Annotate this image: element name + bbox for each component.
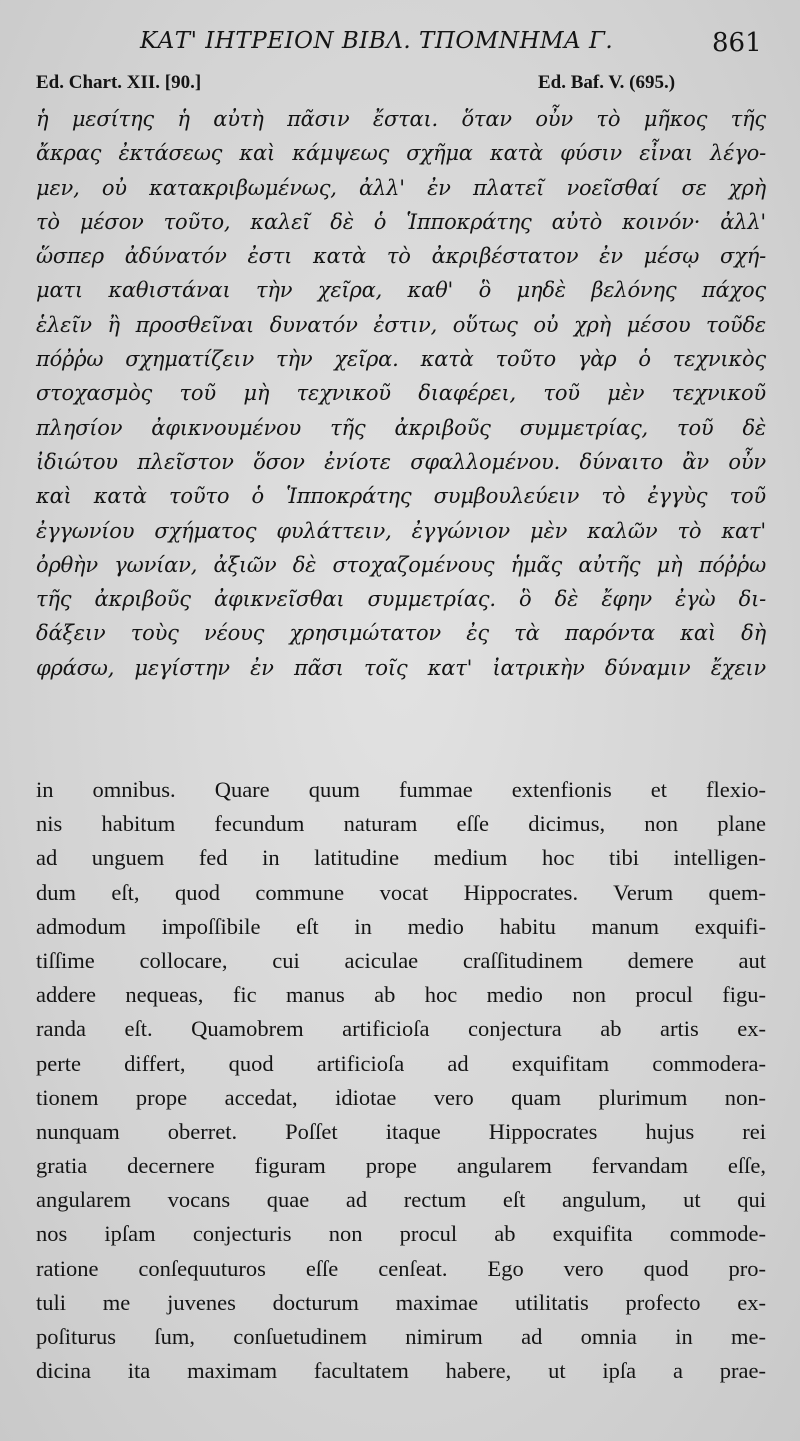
greek-line: καὶ κατὰ τοῦτο ὁ Ἱπποκράτης συμβουλεύειν τὸ ἐγγὺς τοῦ [36,484,766,509]
latin-line: tuli me juvenes docturum maximae utilitatis profecto ex- [36,1289,766,1315]
latin-text-block [36,773,766,1388]
latin-line: perte differt, quod artificioſa ad exquifitam commodera- [36,1050,766,1076]
greek-line: στοχασμὸς τοῦ μὴ τεχνικοῦ διαφέρει, τοῦ μὲν τεχνικοῦ [36,381,766,406]
greek-line: ἰδιώτου πλεῖστον ὅσον ἐνίοτε σφαλλομένου. δύναιτο ἂν οὖν [36,449,766,474]
edition-reference-right: Ed. Baf. V. (695.) [538,72,676,93]
edition-reference-left: Ed. Chart. XII. [90.] [36,72,202,93]
latin-line: addere nequeas, fic manus ab hoc medio non procul figu- [36,982,766,1008]
latin-line: nos ipſam conjecturis non procul ab exquifita commode- [36,1221,766,1247]
greek-line: τῆς ἀκριβοῦς ἀφικνεῖσθαι συμμετρίας. ὃ δὲ ἔφην ἐγὼ δι- [36,587,766,612]
greek-text-block [36,102,766,685]
latin-line: angularem vocans quae ad rectum eſt angulum, ut qui [36,1187,766,1213]
greek-line: πλησίον ἀφικνουμένου τῆς ἀκριβοῦς συμμετρίας, τοῦ δὲ [36,415,766,440]
latin-line: ad unguem fed in latitudine medium hoc tibi intelligen- [36,845,766,871]
greek-line: πόῤῥω σχηματίζειν τὴν χεῖρα. κατὰ τοῦτο γὰρ ὁ τεχνικὸς [36,347,766,372]
latin-line: nis habitum fecundum naturam eſſe dicimus, non plane [36,811,766,837]
greek-line: ὀρθὴν γωνίαν, ἀξιῶν δὲ στοχαζομένους ἡμᾶς αὐτῆς μὴ πόῤῥω [36,552,766,577]
greek-line: φράσω, μεγίστην ἐν πᾶσι τοῖς κατ' ἰατρικὴν δύναμιν ἔχειν [36,655,766,680]
latin-line: dicina ita maximam facultatem habere, ut ipſa a prae- [36,1358,766,1384]
latin-line: gratia decernere figuram prope angularem fervandam eſſe, [36,1153,766,1179]
greek-line: ἑλεῖν ἢ προσθεῖναι δυνατόν ἐστιν, οὕτως οὐ χρὴ μέσου τοῦδε [36,312,766,337]
latin-line: nunquam oberret. Poſſet itaque Hippocrates hujus rei [36,1118,766,1144]
latin-line: admodum impoſſibile eſt in medio habitu manum exquifi- [36,913,766,939]
latin-line: in omnibus. Quare quum fummae extenfionis et flexio- [36,777,766,802]
latin-line: dum eſt, quod commune vocat Hippocrates. Verum quem- [36,879,766,905]
latin-line: tiſſime collocare, cui aciculae craſſitudinem demere aut [36,947,766,973]
greek-line: τὸ μέσον τοῦτο, καλεῖ δὲ ὁ Ἱπποκράτης αὐτὸ κοινόν· ἀλλ' [36,209,766,234]
running-head: ΚΑΤ' ΙΗΤΡΕΙΟΝ ΒΙΒΛ. ΤΠΟΜΝΗΜΑ Γ. [140,28,614,54]
greek-line: ἡ μεσίτης ἡ αὐτὴ πᾶσιν ἔσται. ὅταν οὖν τὸ μῆκος τῆς [36,107,766,131]
page-number: 861 [712,28,762,58]
greek-line: ματι καθιστάναι τὴν χεῖρα, καθ' ὃ μηδὲ βελόνης πάχος [36,278,766,303]
greek-line: ὥσπερ ἀδύνατόν ἐστι κατὰ τὸ ἀκριβέστατον ἐν μέσῳ σχή- [36,244,766,269]
greek-line: ἐγγωνίου σχήματος φυλάττειν, ἐγγώνιον μὲν καλῶν τὸ κατ' [36,518,766,543]
latin-line: tionem prope accedat, idiotae vero quam plurimum non- [36,1084,766,1110]
latin-line: poſiturus ſum, conſuetudinem nimirum ad omnia in me- [36,1324,766,1349]
latin-line: randa eſt. Quamobrem artificioſa conjectura ab artis ex- [36,1016,766,1042]
latin-line: ratione conſequuturos eſſe cenſeat. Ego vero quod pro- [36,1255,766,1281]
greek-line: δάξειν τοὺς νέους χρησιμώτατον ἐς τὰ παρόντα καὶ δὴ [36,621,766,646]
greek-line: μεν, οὐ κατακριβωμένως, ἀλλ' ἐν πλατεῖ νοεῖσθαί σε χρὴ [36,175,766,200]
greek-line: ἄκρας ἐκτάσεως καὶ κάμψεως σχῆμα κατὰ φύσιν εἶναι λέγο- [36,141,766,166]
